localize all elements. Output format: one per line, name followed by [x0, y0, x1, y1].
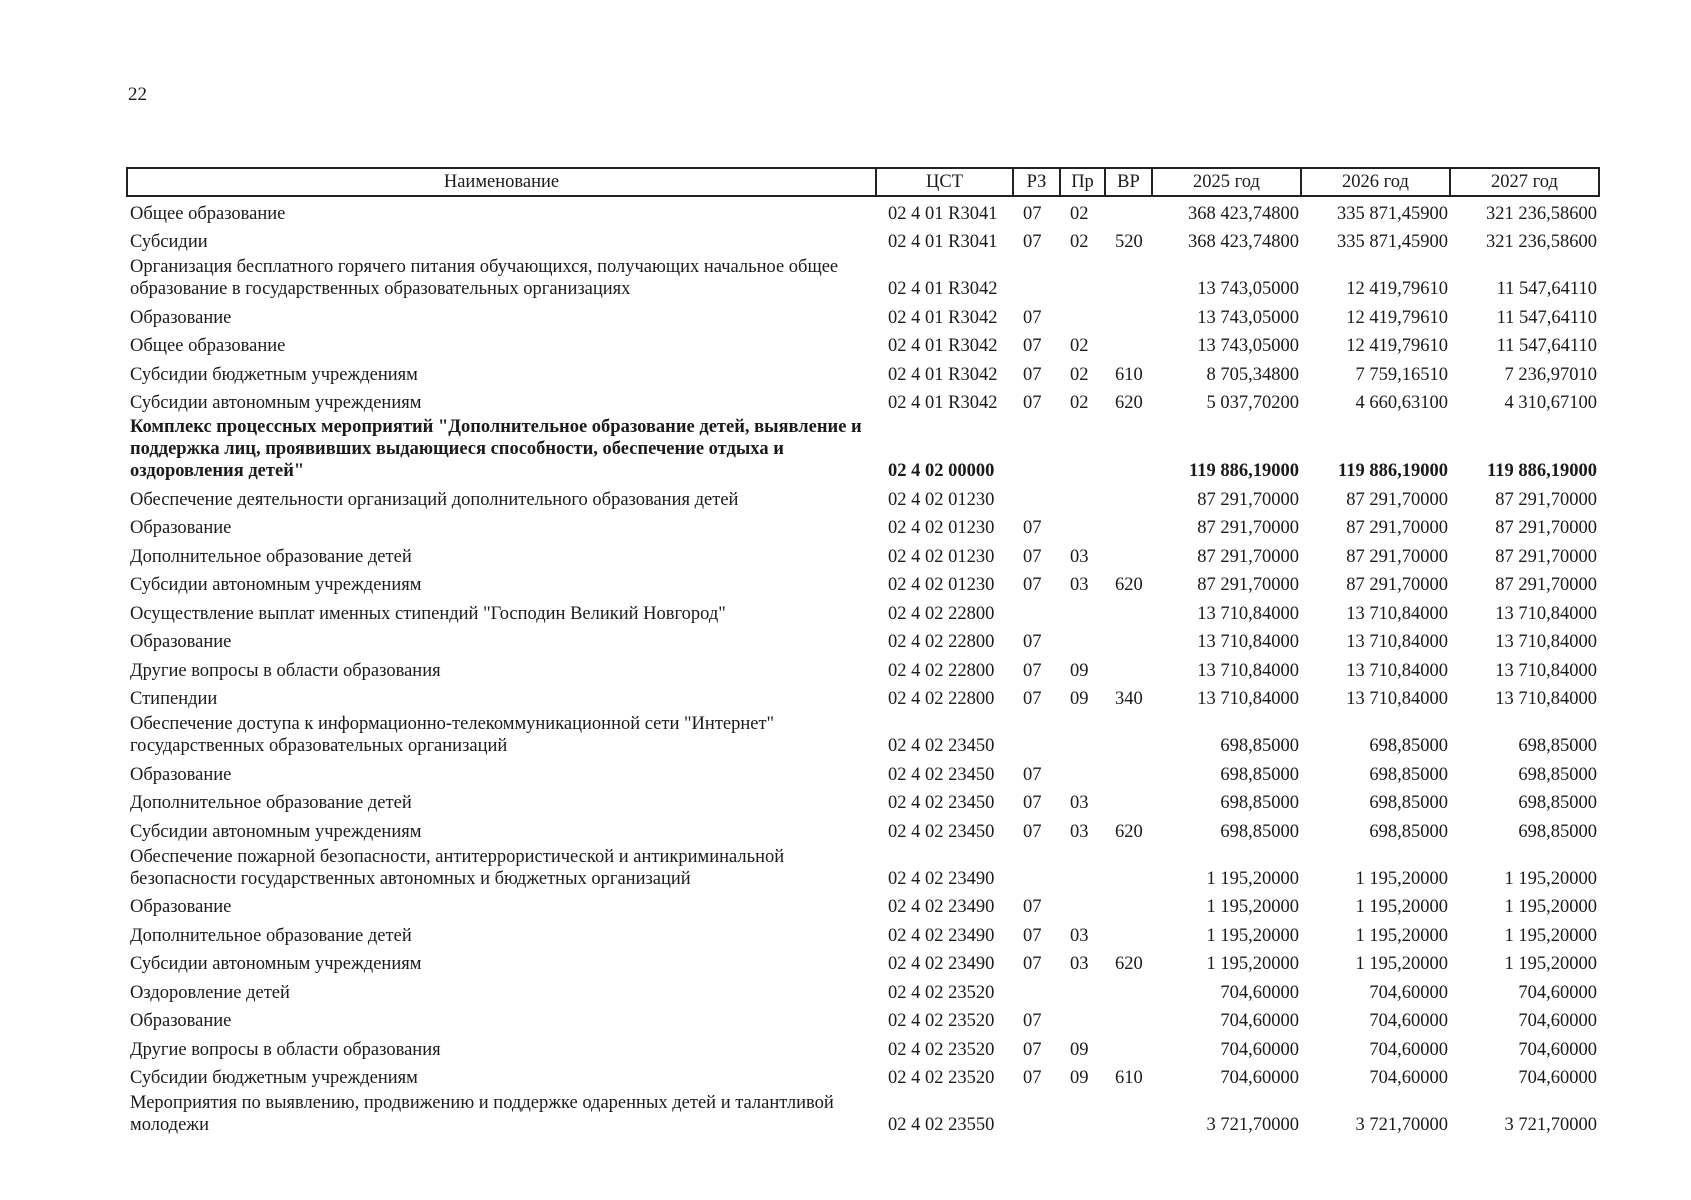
cell-vr: [1105, 482, 1152, 511]
header-name: Наименование: [127, 168, 876, 196]
cell-2026: 12 419,79610: [1346, 336, 1448, 356]
cell-cst: 02 4 02 01230: [888, 489, 995, 510]
cell-name: Образование: [130, 518, 232, 538]
cell-vr: [1105, 975, 1152, 1004]
cell-cst: 02 4 02 01230: [888, 575, 995, 595]
cell-pr: 02: [1070, 336, 1089, 356]
table-row: [127, 1061, 1599, 1090]
cell-name: Субсидии автономным учреждениям: [130, 575, 422, 595]
cell-2026: 12 419,79610: [1346, 307, 1448, 328]
cell-name: Субсидии бюджетным учреждениям: [130, 364, 418, 385]
cell-pr: [1060, 300, 1105, 329]
cell-rz: 07: [1023, 393, 1042, 413]
cell-2026: 12 419,79610: [1346, 279, 1448, 299]
cell-cst: 02 4 02 01230: [888, 518, 995, 538]
cell-name: Дополнительное образование детей: [130, 546, 412, 567]
cell-2026: 87 291,70000: [1346, 546, 1448, 567]
cell-rz: [1013, 414, 1060, 482]
cell-rz: [1013, 1089, 1060, 1136]
cell-2025: 13 710,84000: [1197, 660, 1299, 681]
table-row: [127, 196, 1599, 225]
cell-2027: 698,85000: [1518, 793, 1597, 813]
cell-2025: 1 195,20000: [1206, 925, 1299, 946]
cell-cst: 02 4 02 23520: [888, 1011, 995, 1031]
cell-2027: 704,60000: [1518, 1068, 1597, 1088]
cell-vr: 620: [1115, 821, 1143, 842]
cell-2027: 87 291,70000: [1495, 546, 1597, 567]
cell-2025: 13 743,05000: [1197, 336, 1299, 356]
cell-cst: 02 4 02 23450: [888, 821, 995, 842]
cell-vr: [1105, 890, 1152, 919]
cell-vr: [1105, 596, 1152, 625]
cell-pr: 03: [1070, 925, 1089, 946]
cell-rz: 07: [1023, 336, 1042, 356]
cell-2027: 13 710,84000: [1495, 689, 1597, 709]
table-row: [127, 757, 1599, 786]
cell-2026: 698,85000: [1369, 736, 1448, 756]
cell-2025: 13 710,84000: [1197, 689, 1299, 709]
cell-name: Субсидии автономным учреждениям: [130, 821, 422, 842]
cell-2025: 698,85000: [1220, 793, 1299, 813]
table-row: [127, 511, 1599, 540]
cell-rz: 07: [1023, 575, 1042, 595]
cell-cst: 02 4 02 23450: [888, 764, 995, 785]
cell-cst: 02 4 01 R3042: [888, 393, 998, 413]
table-row: [127, 300, 1599, 329]
cell-vr: [1105, 414, 1152, 482]
table-header: [127, 168, 1599, 196]
cell-2026: 87 291,70000: [1346, 489, 1448, 510]
cell-2025: 3 721,70000: [1206, 1115, 1299, 1135]
cell-2025: 704,60000: [1220, 1011, 1299, 1031]
cell-rz: 07: [1023, 203, 1042, 224]
cell-rz: 07: [1023, 897, 1042, 917]
cell-2027: 1 195,20000: [1504, 925, 1597, 946]
cell-pr: [1060, 253, 1105, 300]
cell-name: Оздоровление детей: [130, 982, 290, 1003]
cell-pr: 03: [1070, 575, 1089, 595]
cell-2027: 321 236,58600: [1486, 203, 1597, 224]
cell-pr: [1060, 710, 1105, 757]
cell-rz: 07: [1023, 689, 1042, 709]
cell-2025: 698,85000: [1220, 764, 1299, 785]
cell-2025: 5 037,70200: [1206, 393, 1299, 413]
cell-2027: 11 547,64110: [1496, 307, 1597, 328]
cell-cst: 02 4 01 R3041: [888, 203, 998, 224]
cell-vr: [1105, 1004, 1152, 1033]
cell-rz: [1013, 710, 1060, 757]
cell-name: Обеспечение пожарной безопасности, антитеррористической и антикриминальной безопасности государственных автономных и бюджетных организаций: [130, 846, 785, 889]
cell-pr: [1060, 757, 1105, 786]
table-row: [127, 890, 1599, 919]
cell-2025: 368 423,74800: [1188, 232, 1299, 252]
table-row: [127, 918, 1599, 947]
cell-vr: [1105, 710, 1152, 757]
cell-pr: 02: [1070, 203, 1089, 224]
cell-cst: 02 4 02 23490: [888, 954, 995, 974]
table-row: [127, 1032, 1599, 1061]
cell-pr: [1060, 625, 1105, 654]
cell-vr: 620: [1115, 393, 1143, 413]
cell-2027: 119 886,19000: [1487, 461, 1597, 481]
cell-vr: [1105, 300, 1152, 329]
cell-cst: 02 4 02 22800: [888, 632, 995, 652]
cell-2025: 1 195,20000: [1206, 897, 1299, 917]
cell-name: Субсидии автономным учреждениям: [130, 393, 422, 413]
cell-cst: 02 4 02 23450: [888, 736, 995, 756]
table-row: [127, 786, 1599, 815]
cell-pr: 02: [1070, 232, 1089, 252]
table-row: [127, 253, 1599, 300]
cell-name: Дополнительное образование детей: [130, 793, 412, 813]
cell-pr: 03: [1070, 546, 1089, 567]
cell-2026: 1 195,20000: [1355, 925, 1448, 946]
cell-vr: 610: [1115, 1068, 1143, 1088]
cell-pr: 09: [1070, 1068, 1089, 1088]
cell-2027: 698,85000: [1518, 736, 1597, 756]
cell-vr: [1105, 757, 1152, 786]
header-cst: ЦСТ: [876, 168, 1013, 196]
header-rz: РЗ: [1013, 168, 1060, 196]
cell-cst: 02 4 01 R3042: [888, 307, 998, 328]
cell-vr: [1105, 625, 1152, 654]
cell-vr: [1105, 253, 1152, 300]
table-row: [127, 482, 1599, 511]
cell-cst: 02 4 01 R3042: [888, 279, 998, 299]
cell-pr: [1060, 596, 1105, 625]
cell-vr: [1105, 653, 1152, 682]
cell-rz: [1013, 482, 1060, 511]
table-row: [127, 386, 1599, 415]
cell-2025: 368 423,74800: [1188, 203, 1299, 224]
cell-pr: 03: [1070, 954, 1089, 974]
page-number: 22: [128, 84, 147, 105]
cell-2026: 87 291,70000: [1346, 518, 1448, 538]
table-row: [127, 414, 1599, 482]
cell-2025: 704,60000: [1220, 1068, 1299, 1088]
cell-rz: 07: [1023, 660, 1042, 681]
cell-vr: [1105, 1032, 1152, 1061]
table-row: [127, 329, 1599, 358]
cell-2027: 704,60000: [1518, 1011, 1597, 1031]
cell-rz: [1013, 596, 1060, 625]
cell-vr: 520: [1115, 232, 1143, 252]
cell-pr: 03: [1070, 793, 1089, 813]
cell-2025: 1 195,20000: [1206, 954, 1299, 974]
cell-2025: 87 291,70000: [1197, 489, 1299, 510]
cell-2027: 1 195,20000: [1504, 954, 1597, 974]
cell-cst: 02 4 02 01230: [888, 546, 995, 567]
cell-name: Субсидии автономным учреждениям: [130, 954, 422, 974]
header-pr: Пр: [1060, 168, 1105, 196]
cell-pr: [1060, 890, 1105, 919]
cell-name: Субсидии: [130, 232, 208, 252]
cell-vr: [1105, 1089, 1152, 1136]
table-row: [127, 710, 1599, 757]
cell-name: Общее образование: [130, 203, 286, 224]
cell-2025: 8 705,34800: [1206, 364, 1299, 385]
cell-2026: 704,60000: [1369, 1011, 1448, 1031]
table-row: [127, 814, 1599, 843]
cell-cst: 02 4 02 23490: [888, 868, 995, 889]
cell-pr: 03: [1070, 821, 1089, 842]
cell-name: Образование: [130, 1011, 232, 1031]
cell-2025: 87 291,70000: [1197, 546, 1299, 567]
cell-pr: [1060, 975, 1105, 1004]
cell-2026: 13 710,84000: [1346, 689, 1448, 709]
cell-2025: 13 710,84000: [1197, 603, 1299, 624]
cell-name: Образование: [130, 764, 232, 785]
cell-pr: [1060, 1089, 1105, 1136]
cell-2026: 13 710,84000: [1346, 632, 1448, 652]
cell-cst: 02 4 01 R3042: [888, 364, 998, 385]
cell-2025: 704,60000: [1220, 1039, 1299, 1060]
cell-2026: 704,60000: [1369, 1068, 1448, 1088]
table-row: [127, 357, 1599, 386]
cell-cst: 02 4 02 22800: [888, 689, 995, 709]
cell-2026: 704,60000: [1369, 1039, 1448, 1060]
cell-vr: 610: [1115, 364, 1143, 385]
cell-vr: 340: [1115, 689, 1143, 709]
cell-2025: 704,60000: [1220, 982, 1299, 1003]
cell-2027: 11 547,64110: [1496, 336, 1597, 356]
cell-vr: 620: [1115, 954, 1143, 974]
header-vr: ВР: [1105, 168, 1152, 196]
cell-pr: 09: [1070, 660, 1089, 681]
cell-cst: 02 4 02 00000: [888, 461, 995, 481]
cell-vr: 620: [1115, 575, 1143, 595]
cell-rz: 07: [1023, 364, 1042, 385]
table-row: [127, 843, 1599, 890]
table-row: [127, 975, 1599, 1004]
table-row: [127, 653, 1599, 682]
cell-2025: 13 743,05000: [1197, 307, 1299, 328]
cell-rz: [1013, 975, 1060, 1004]
cell-pr: 09: [1070, 1039, 1089, 1060]
table-row: [127, 1004, 1599, 1033]
cell-rz: 07: [1023, 1068, 1042, 1088]
cell-vr: [1105, 786, 1152, 815]
cell-pr: 02: [1070, 393, 1089, 413]
cell-rz: 07: [1023, 1011, 1042, 1031]
cell-2026: 3 721,70000: [1355, 1115, 1448, 1135]
cell-vr: [1105, 918, 1152, 947]
cell-2025: 119 886,19000: [1189, 461, 1299, 481]
cell-pr: 02: [1070, 364, 1089, 385]
cell-2026: 1 195,20000: [1355, 868, 1448, 889]
cell-name: Образование: [130, 307, 232, 328]
cell-name: Обеспечение доступа к информационно-телекоммуникационной сети "Интернет" государственных образовательных организаций: [130, 714, 775, 756]
cell-2027: 4 310,67100: [1504, 393, 1597, 413]
cell-2025: 13 710,84000: [1197, 632, 1299, 652]
cell-2027: 704,60000: [1518, 982, 1597, 1003]
cell-cst: 02 4 02 23550: [888, 1115, 995, 1135]
cell-rz: 07: [1023, 518, 1042, 538]
cell-2026: 704,60000: [1369, 982, 1448, 1003]
cell-pr: [1060, 1004, 1105, 1033]
cell-name: Образование: [130, 632, 232, 652]
cell-2027: 87 291,70000: [1495, 518, 1597, 538]
cell-name: Стипендии: [130, 689, 218, 709]
cell-pr: [1060, 843, 1105, 890]
cell-2027: 321 236,58600: [1486, 232, 1597, 252]
cell-2026: 13 710,84000: [1346, 603, 1448, 624]
cell-rz: 07: [1023, 793, 1042, 813]
table-row: [127, 682, 1599, 711]
cell-2025: 1 195,20000: [1206, 868, 1299, 889]
header-2025: 2025 год: [1152, 168, 1301, 196]
cell-vr: [1105, 329, 1152, 358]
cell-2025: 87 291,70000: [1197, 518, 1299, 538]
cell-2027: 698,85000: [1518, 764, 1597, 785]
cell-vr: [1105, 511, 1152, 540]
cell-name: Дополнительное образование детей: [130, 925, 412, 946]
cell-cst: 02 4 01 R3041: [888, 232, 998, 252]
cell-cst: 02 4 01 R3042: [888, 336, 998, 356]
table-body: [127, 196, 1599, 1136]
cell-2025: 87 291,70000: [1197, 575, 1299, 595]
cell-vr: [1105, 843, 1152, 890]
cell-2025: 698,85000: [1220, 736, 1299, 756]
cell-2026: 13 710,84000: [1346, 660, 1448, 681]
table-row: [127, 596, 1599, 625]
cell-name: Осуществление выплат именных стипендий "Господин Великий Новгород": [130, 603, 726, 624]
cell-rz: 07: [1023, 307, 1042, 328]
cell-2026: 4 660,63100: [1355, 393, 1448, 413]
header-2026: 2026 год: [1301, 168, 1450, 196]
cell-pr: 09: [1070, 689, 1089, 709]
cell-2026: 698,85000: [1369, 793, 1448, 813]
cell-rz: 07: [1023, 632, 1042, 652]
cell-2026: 7 759,16510: [1355, 364, 1448, 385]
header-2027: 2027 год: [1450, 168, 1599, 196]
cell-2027: 704,60000: [1518, 1039, 1597, 1060]
table-row: [127, 225, 1599, 254]
cell-cst: 02 4 02 22800: [888, 660, 995, 681]
cell-2027: 87 291,70000: [1495, 489, 1597, 510]
cell-name: Субсидии бюджетным учреждениям: [130, 1068, 418, 1088]
cell-2027: 698,85000: [1518, 821, 1597, 842]
cell-2026: 1 195,20000: [1355, 897, 1448, 917]
cell-2026: 698,85000: [1369, 764, 1448, 785]
cell-rz: 07: [1023, 954, 1042, 974]
cell-2027: 1 195,20000: [1504, 897, 1597, 917]
table-row: [127, 539, 1599, 568]
cell-2026: 335 871,45900: [1337, 203, 1448, 224]
cell-2027: 11 547,64110: [1496, 279, 1597, 299]
cell-2027: 1 195,20000: [1504, 868, 1597, 889]
cell-rz: 07: [1023, 546, 1042, 567]
cell-2027: 13 710,84000: [1495, 603, 1597, 624]
cell-2026: 698,85000: [1369, 821, 1448, 842]
cell-pr: [1060, 414, 1105, 482]
cell-2027: 3 721,70000: [1504, 1115, 1597, 1135]
table-row: [127, 568, 1599, 597]
cell-rz: [1013, 843, 1060, 890]
cell-2025: 13 743,05000: [1197, 279, 1299, 299]
cell-cst: 02 4 02 23520: [888, 1068, 995, 1088]
cell-2027: 7 236,97010: [1504, 364, 1597, 385]
cell-rz: 07: [1023, 821, 1042, 842]
cell-2027: 13 710,84000: [1495, 660, 1597, 681]
cell-2026: 119 886,19000: [1338, 461, 1448, 481]
cell-2027: 87 291,70000: [1495, 575, 1597, 595]
cell-2027: 13 710,84000: [1495, 632, 1597, 652]
cell-cst: 02 4 02 23490: [888, 925, 995, 946]
cell-cst: 02 4 02 23490: [888, 897, 995, 917]
cell-name: Обеспечение деятельности организаций дополнительного образования детей: [130, 489, 739, 510]
budget-table: [126, 167, 1600, 1136]
cell-2025: 698,85000: [1220, 821, 1299, 842]
cell-name: Мероприятия по выявлению, продвижению и поддержке одаренных детей и талантливой молодежи: [130, 1093, 834, 1135]
cell-name: Образование: [130, 897, 232, 917]
table-row: [127, 947, 1599, 976]
cell-rz: 07: [1023, 764, 1042, 785]
cell-2026: 335 871,45900: [1337, 232, 1448, 252]
cell-pr: [1060, 482, 1105, 511]
cell-name: Организация бесплатного горячего питания обучающихся, получающих начальное общее образование в государственных образовательных организациях: [130, 257, 839, 299]
cell-2026: 1 195,20000: [1355, 954, 1448, 974]
cell-rz: 07: [1023, 232, 1042, 252]
cell-pr: [1060, 511, 1105, 540]
cell-vr: [1105, 196, 1152, 225]
cell-cst: 02 4 02 23450: [888, 793, 995, 813]
table-row: [127, 1089, 1599, 1136]
cell-name: Другие вопросы в области образования: [130, 1039, 441, 1060]
cell-rz: [1013, 253, 1060, 300]
cell-rz: 07: [1023, 1039, 1042, 1060]
cell-cst: 02 4 02 23520: [888, 982, 995, 1003]
cell-cst: 02 4 02 22800: [888, 603, 995, 624]
cell-name: Комплекс процессных мероприятий "Дополнительное образование детей, выявление и поддержка лиц, проявивших выдающиеся способности, обеспечение отдыха и оздоровления детей": [130, 417, 862, 481]
cell-cst: 02 4 02 23520: [888, 1039, 995, 1060]
cell-rz: 07: [1023, 925, 1042, 946]
cell-vr: [1105, 539, 1152, 568]
cell-2026: 87 291,70000: [1346, 575, 1448, 595]
table-row: [127, 625, 1599, 654]
cell-name: Другие вопросы в области образования: [130, 660, 441, 681]
cell-name: Общее образование: [130, 336, 286, 356]
